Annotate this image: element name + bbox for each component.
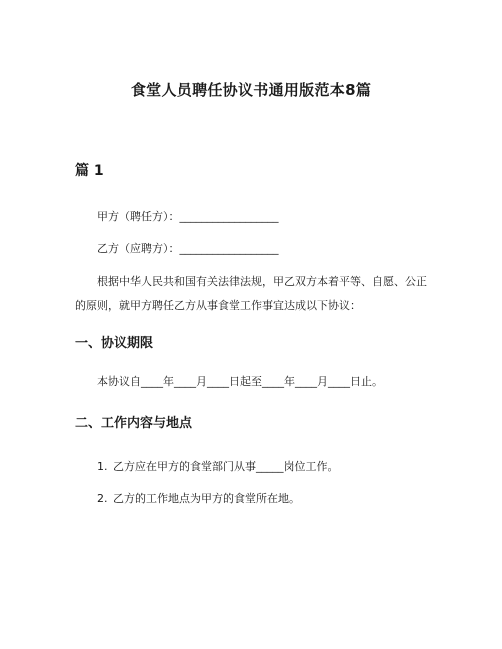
chapter-heading: 篇 1: [75, 163, 104, 179]
section-2-heading: 二、工作内容与地点: [75, 416, 193, 431]
party-a-line: 甲方（聘任方）：__________________: [97, 210, 279, 223]
intro-paragraph: 根据中华人民共和国有关法律法规，甲乙双方本着平等、自愿、公正的原则，就甲方聘任乙方从事食堂工作事宜达成以下协议：: [75, 275, 427, 312]
document-title: 食堂人员聘任协议书通用版范本8篇: [130, 81, 372, 99]
list-item-text: 乙方的工作地点为甲方的食堂所在地。: [113, 492, 300, 505]
party-b-line: 乙方（应聘方）：__________________: [97, 242, 279, 255]
section-1-heading: 一、协议期限: [75, 336, 154, 351]
list-item-number: 2.: [97, 492, 108, 505]
list-item: [97, 491, 300, 507]
section-1-text: 本协议自____年____月____日起至____年____月____日止。: [97, 375, 383, 388]
list-item-text: 乙方应在甲方的食堂部门从事_____岗位工作。: [113, 460, 339, 473]
list-item-number: 1.: [97, 460, 108, 473]
list-item: [97, 459, 339, 475]
